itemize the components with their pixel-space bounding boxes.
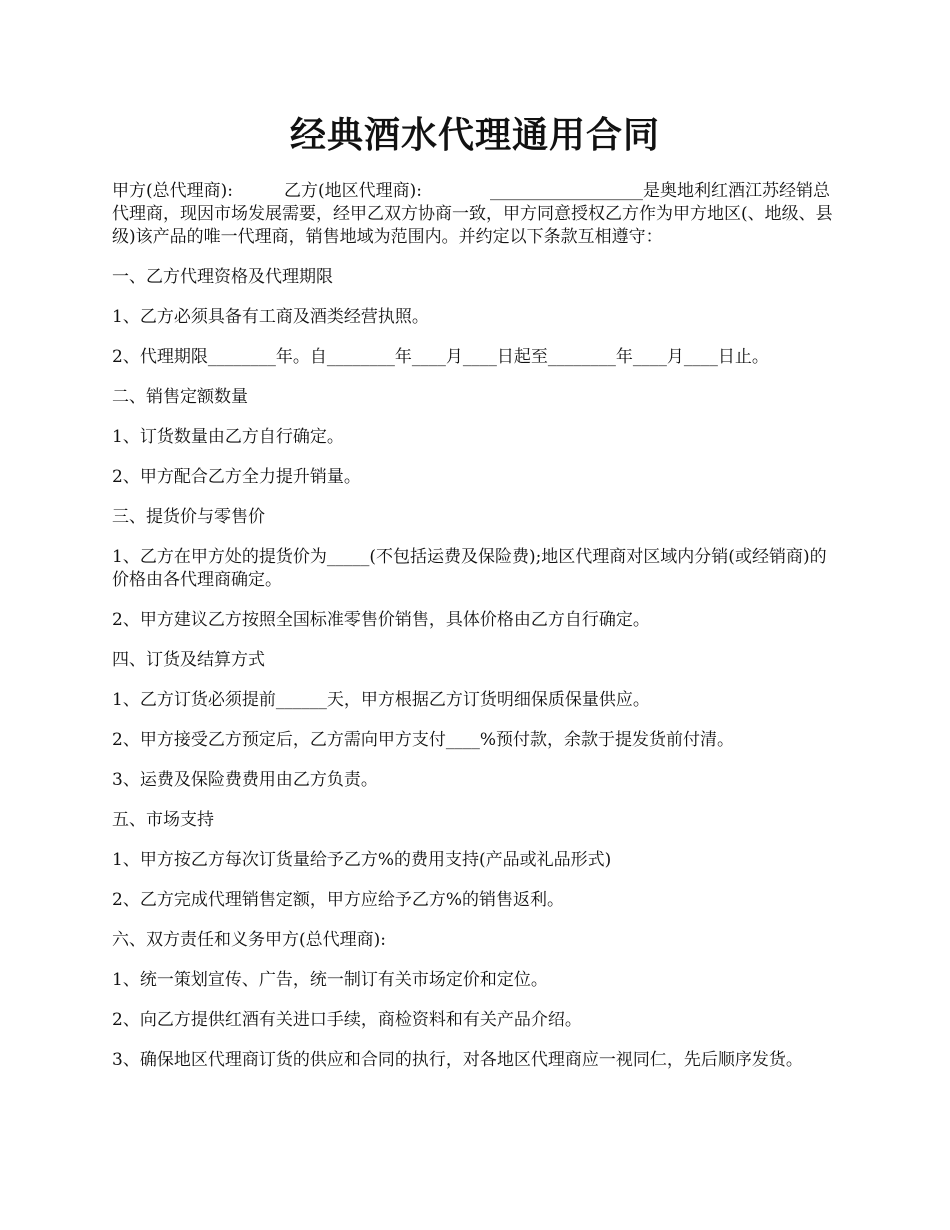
section-heading-4: 四、订货及结算方式 bbox=[112, 650, 265, 670]
clause-1-1: 1、乙方必须具备有工商及酒类经营执照。 bbox=[112, 307, 429, 327]
clause-5-1: 1、甲方按乙方每次订货量给予乙方%的费用支持(产品或礼品形式) bbox=[112, 850, 612, 870]
paragraph-intro: 甲方(总代理商): 乙方(地区代理商): __________________是奥地利红酒江苏经销总代理商，现因市场发展需要，经甲乙双方协商一致，甲方同意授权乙方作为甲方地区(、地级、县级)该产品的唯一代理商，销售地域为范围内。并约定以下条款互相遵守： bbox=[112, 181, 833, 247]
section-heading-5: 五、市场支持 bbox=[112, 810, 214, 830]
document-title: 经典酒水代理通用合同 bbox=[289, 114, 660, 156]
clause-1-2: 2、代理期限________年。自________年____月____日起至________年____月____日止。 bbox=[112, 347, 769, 367]
clause-6-1: 1、统一策划宣传、广告，统一制订有关市场定价和定位。 bbox=[112, 970, 548, 990]
clause-3-2: 2、甲方建议乙方按照全国标准零售价销售，具体价格由乙方自行确定。 bbox=[112, 610, 650, 630]
section-heading-3: 三、提货价与零售价 bbox=[112, 507, 265, 527]
section-heading-2: 二、销售定额数量 bbox=[112, 387, 248, 407]
clause-2-1: 1、订货数量由乙方自行确定。 bbox=[112, 427, 344, 447]
document-body bbox=[112, 180, 840, 1089]
clause-6-3: 3、确保地区代理商订货的供应和合同的执行，对各地区代理商应一视同仁，先后顺序发货。 bbox=[112, 1050, 803, 1070]
clause-3-1: 1、乙方在甲方处的提货价为_____(不包括运费及保险费);地区代理商对区域内分销(或经销商)的价格由各代理商确定。 bbox=[112, 547, 827, 590]
clause-4-3: 3、运费及保险费费用由乙方负责。 bbox=[112, 770, 378, 790]
clause-6-2: 2、向乙方提供红酒有关进口手续，商检资料和有关产品介绍。 bbox=[112, 1010, 582, 1030]
clause-4-2: 2、甲方接受乙方预定后，乙方需向甲方支付____%预付款，余款于提发货前付清。 bbox=[112, 730, 734, 750]
clause-2-2: 2、甲方配合乙方全力提升销量。 bbox=[112, 467, 361, 487]
clause-5-2: 2、乙方完成代理销售定额，甲方应给予乙方%的销售返利。 bbox=[112, 890, 564, 910]
section-heading-1: 一、乙方代理资格及代理期限 bbox=[112, 267, 333, 287]
clause-4-1: 1、乙方订货必须提前______天，甲方根据乙方订货明细保质保量供应。 bbox=[112, 690, 650, 710]
section-heading-6: 六、双方责任和义务甲方(总代理商): bbox=[112, 930, 386, 950]
